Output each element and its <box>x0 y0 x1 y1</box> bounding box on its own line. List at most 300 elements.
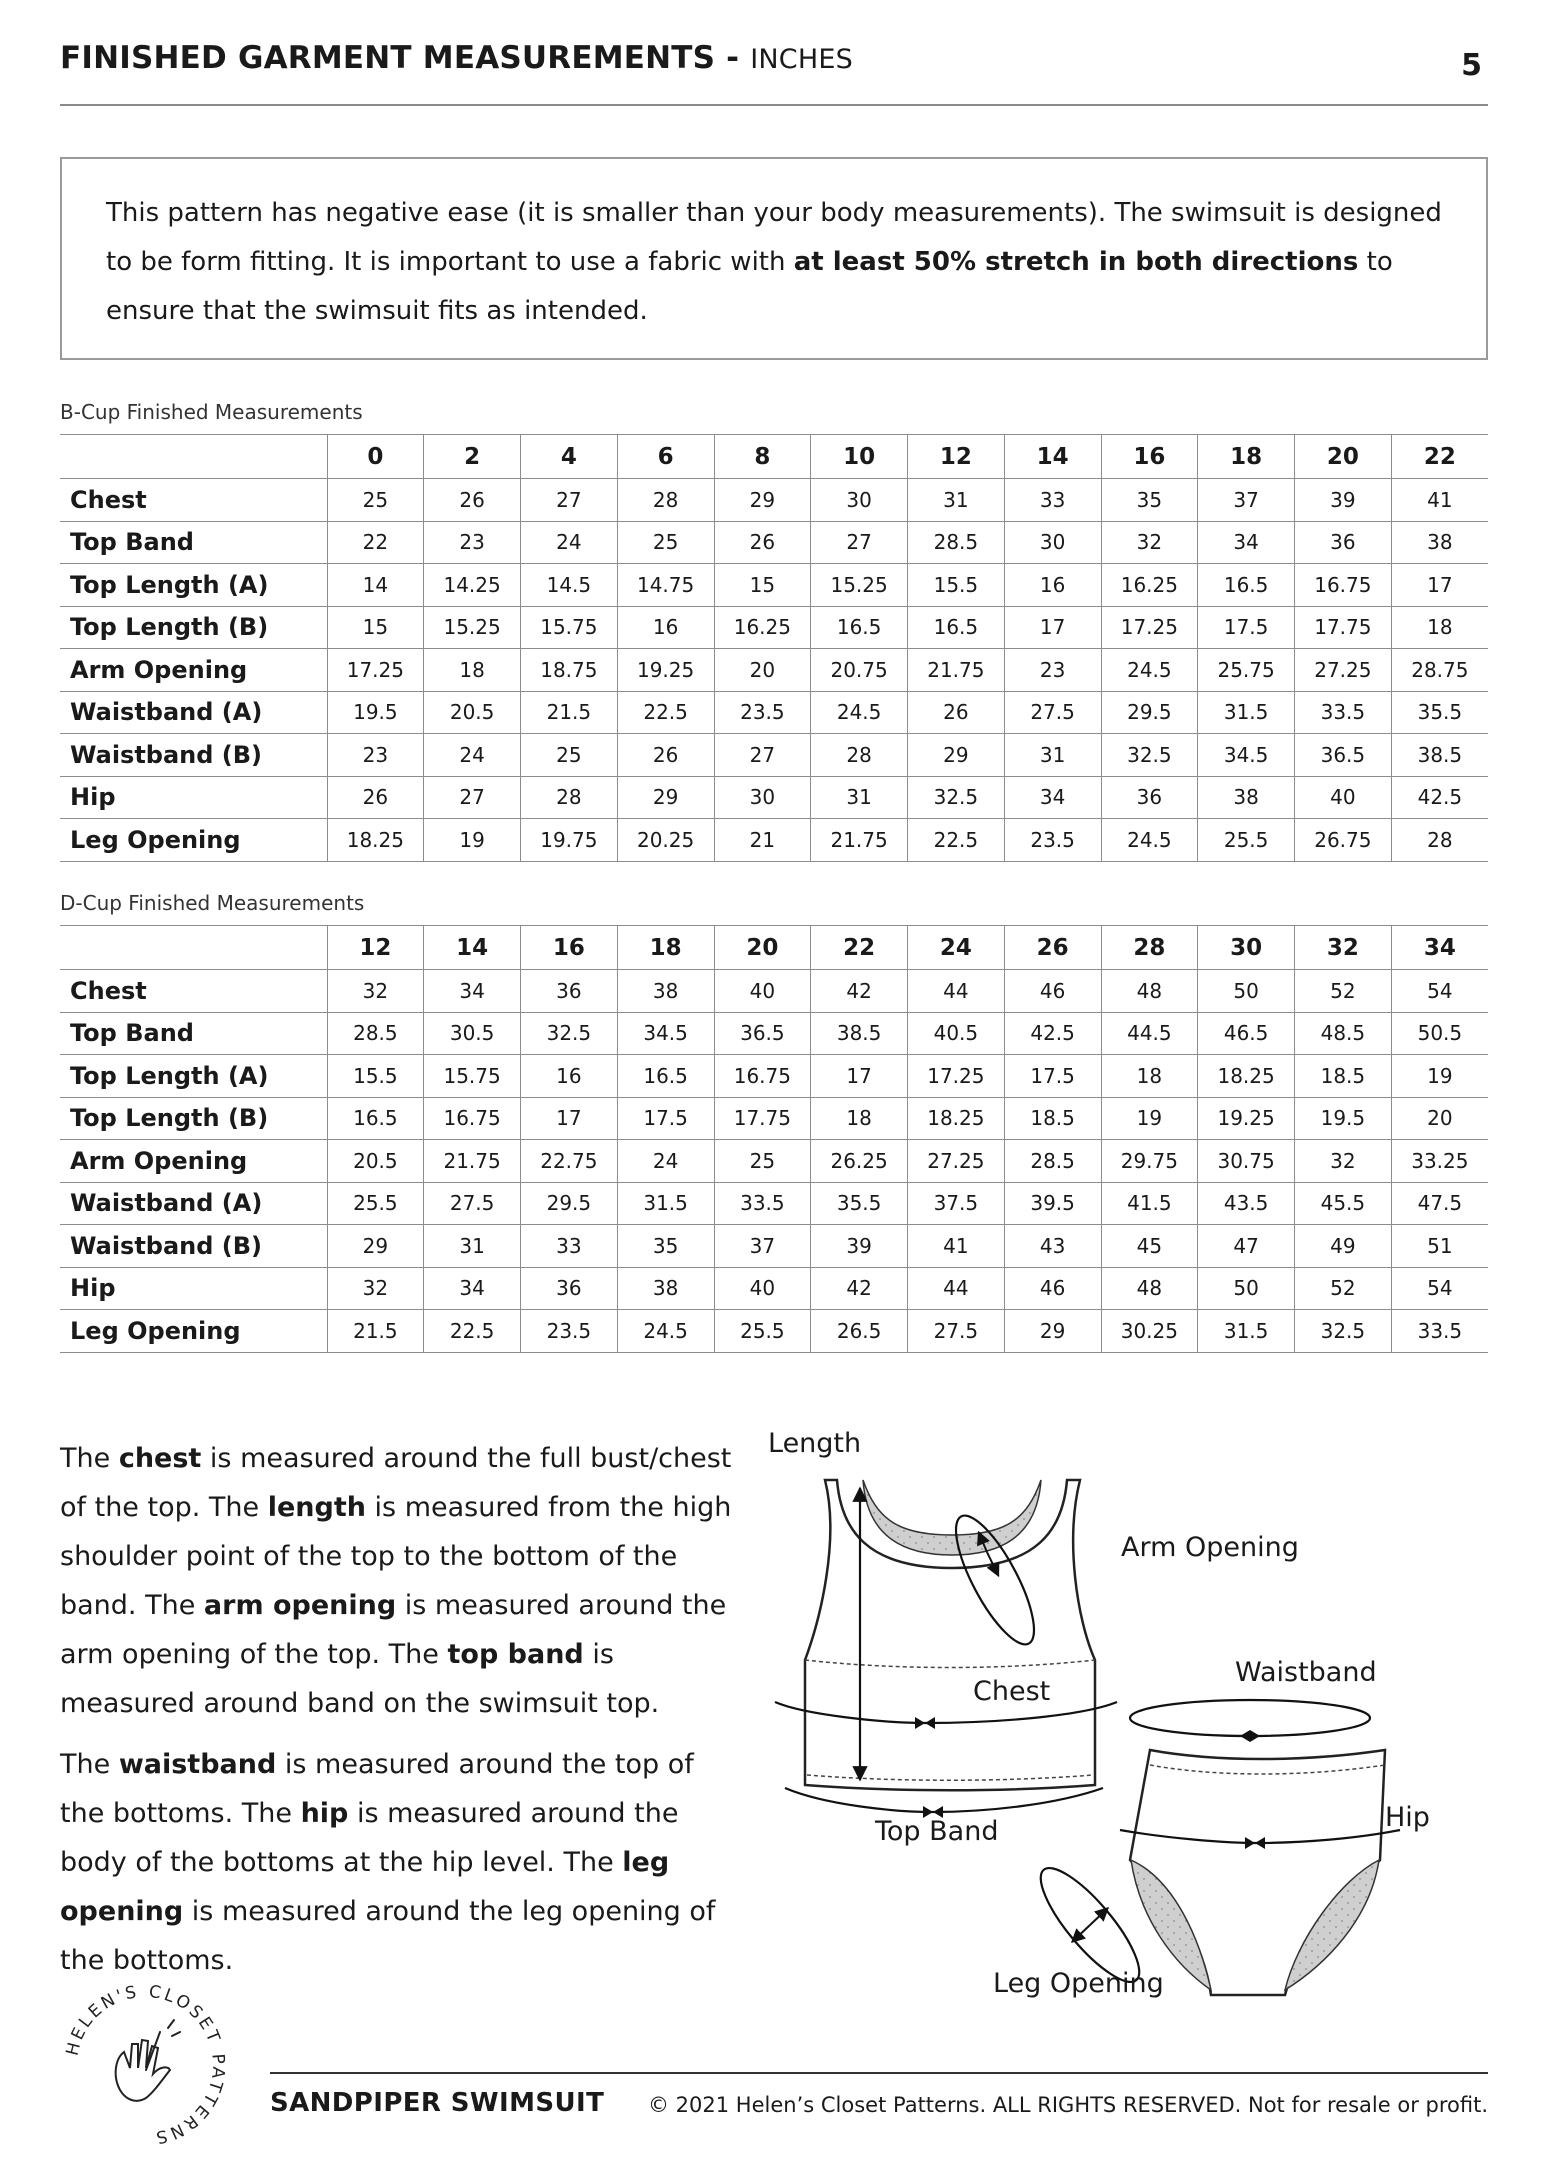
measurement-cell: 26 <box>617 734 714 777</box>
measurement-cell: 20.5 <box>327 1140 424 1183</box>
measurement-cell: 36 <box>521 1267 618 1310</box>
measurement-cell: 19.25 <box>617 649 714 692</box>
bold-term: length <box>267 1492 366 1523</box>
measurement-cell: 15 <box>714 564 811 607</box>
size-header-cell: 22 <box>1391 435 1488 479</box>
measurement-cell: 26 <box>424 479 521 522</box>
row-label: Chest <box>60 970 327 1013</box>
measurement-cell: 20.25 <box>617 819 714 862</box>
measurement-cell: 18.5 <box>1004 1097 1101 1140</box>
measurement-cell: 19.75 <box>521 819 618 862</box>
measurement-cell: 30 <box>1004 521 1101 564</box>
table-row <box>60 1140 1488 1183</box>
measurement-cell: 17.5 <box>1198 606 1295 649</box>
d-cup-caption: D-Cup Finished Measurements <box>60 891 365 915</box>
size-header-cell: 6 <box>617 435 714 479</box>
measurement-cell: 27.5 <box>908 1310 1005 1353</box>
garment-diagram <box>745 1420 1505 2020</box>
measurement-cell: 33 <box>1004 479 1101 522</box>
measurement-cell: 41 <box>1391 479 1488 522</box>
measurement-cell: 43 <box>1004 1225 1101 1268</box>
row-label: Top Length (A) <box>60 1055 327 1098</box>
measurement-cell: 27 <box>811 521 908 564</box>
measurement-cell: 29 <box>908 734 1005 777</box>
measurement-cell: 18 <box>1101 1055 1198 1098</box>
measurement-cell: 23 <box>1004 649 1101 692</box>
measurement-cell: 24.5 <box>1101 819 1198 862</box>
measurement-cell: 32 <box>327 1267 424 1310</box>
measurement-cell: 30.25 <box>1101 1310 1198 1353</box>
row-label: Hip <box>60 1267 327 1310</box>
size-header-cell: 14 <box>424 926 521 970</box>
measurement-cell: 42 <box>811 1267 908 1310</box>
measurement-cell: 29 <box>617 776 714 819</box>
row-label: Top Band <box>60 521 327 564</box>
row-label: Leg Opening <box>60 819 327 862</box>
page-number: 5 <box>1461 48 1482 83</box>
measurement-cell: 26.25 <box>811 1140 908 1183</box>
row-label: Hip <box>60 776 327 819</box>
row-label: Arm Opening <box>60 1140 327 1183</box>
measurement-cell: 17.25 <box>908 1055 1005 1098</box>
measurement-cell: 28 <box>811 734 908 777</box>
measurement-description-bottoms <box>60 1740 740 1985</box>
measurement-cell: 27.25 <box>1295 649 1392 692</box>
note-text-bold: at least 50% stretch in both directions <box>793 247 1359 277</box>
measurement-cell: 18.25 <box>327 819 424 862</box>
measurement-cell: 16.5 <box>327 1097 424 1140</box>
note-text-1: This pattern has negative ease (it is smaller than your body measurements). The swimsuit is designed to be form fitting. It is important to use a fabric with <box>106 198 1442 277</box>
measurement-cell: 17.25 <box>1101 606 1198 649</box>
measurement-cell: 21.75 <box>811 819 908 862</box>
bold-term: top band <box>447 1639 584 1670</box>
size-header-cell: 2 <box>424 435 521 479</box>
measurement-cell: 35 <box>617 1225 714 1268</box>
measurement-cell: 22.5 <box>908 819 1005 862</box>
measurement-cell: 27.25 <box>908 1140 1005 1183</box>
size-header-cell: 4 <box>521 435 618 479</box>
measurement-cell: 25.75 <box>1198 649 1295 692</box>
measurement-cell: 40 <box>714 1267 811 1310</box>
measurement-cell: 39 <box>1295 479 1392 522</box>
measurement-cell: 26.5 <box>811 1310 908 1353</box>
measurement-cell: 44.5 <box>1101 1012 1198 1055</box>
description-text: is measured around the full bust/chest of the top. The <box>60 1443 732 1523</box>
row-label: Top Length (B) <box>60 606 327 649</box>
size-header-cell: 12 <box>908 435 1005 479</box>
measurement-cell: 33.25 <box>1391 1140 1488 1183</box>
measurement-cell: 17.25 <box>327 649 424 692</box>
measurement-cell: 16.5 <box>617 1055 714 1098</box>
measurement-cell: 25 <box>521 734 618 777</box>
label-waistband: Waistband <box>1235 1657 1377 1688</box>
hand-icon <box>116 2020 180 2101</box>
size-header-cell: 14 <box>1004 435 1101 479</box>
measurement-cell: 17 <box>521 1097 618 1140</box>
label-length: Length <box>768 1428 862 1459</box>
row-label: Waistband (B) <box>60 734 327 777</box>
size-header-cell: 20 <box>714 926 811 970</box>
measurement-cell: 32.5 <box>908 776 1005 819</box>
measurement-cell: 16.75 <box>714 1055 811 1098</box>
measurement-cell: 15 <box>327 606 424 649</box>
measurement-cell: 14.75 <box>617 564 714 607</box>
note-text-2: to ensure that the swimsuit fits as intended. <box>106 247 1393 326</box>
table-row <box>60 521 1488 564</box>
measurement-cell: 28 <box>521 776 618 819</box>
measurement-cell: 18 <box>424 649 521 692</box>
measurement-cell: 29.5 <box>1101 691 1198 734</box>
diagram-drawing <box>745 1420 1505 2020</box>
measurement-cell: 34.5 <box>1198 734 1295 777</box>
measurement-cell: 36 <box>1295 521 1392 564</box>
table-row <box>60 564 1488 607</box>
b-cup-caption: B-Cup Finished Measurements <box>60 400 363 424</box>
row-label: Top Length (B) <box>60 1097 327 1140</box>
measurement-cell: 28 <box>617 479 714 522</box>
size-header-cell: 12 <box>327 926 424 970</box>
measurement-cell: 30.75 <box>1198 1140 1295 1183</box>
size-header-cell: 32 <box>1295 926 1392 970</box>
row-label: Arm Opening <box>60 649 327 692</box>
measurement-cell: 29 <box>1004 1310 1101 1353</box>
measurement-cell: 18.25 <box>1198 1055 1295 1098</box>
row-label: Chest <box>60 479 327 522</box>
size-header-cell: 30 <box>1198 926 1295 970</box>
measurement-cell: 23.5 <box>521 1310 618 1353</box>
size-header-cell: 8 <box>714 435 811 479</box>
logo-ring-text: HELEN'S CLOSET PATTERNS <box>62 1981 229 2148</box>
measurement-cell: 17.5 <box>1004 1055 1101 1098</box>
measurement-cell: 25.5 <box>714 1310 811 1353</box>
size-header-cell: 22 <box>811 926 908 970</box>
measurement-cell: 18 <box>811 1097 908 1140</box>
label-hip: Hip <box>1385 1802 1430 1833</box>
measurement-cell: 16.25 <box>1101 564 1198 607</box>
footer-rule <box>270 2072 1488 2074</box>
measurement-cell: 29.75 <box>1101 1140 1198 1183</box>
swimsuit-top-drawing <box>775 1480 1117 1818</box>
row-label: Top Length (A) <box>60 564 327 607</box>
measurement-cell: 28.5 <box>327 1012 424 1055</box>
measurement-cell: 31.5 <box>1198 691 1295 734</box>
measurement-cell: 19.5 <box>1295 1097 1392 1140</box>
measurement-cell: 52 <box>1295 1267 1392 1310</box>
table-row <box>60 691 1488 734</box>
measurement-cell: 32 <box>1101 521 1198 564</box>
measurement-cell: 49 <box>1295 1225 1392 1268</box>
measurement-cell: 24 <box>617 1140 714 1183</box>
measurement-cell: 15.75 <box>424 1055 521 1098</box>
description-text: The <box>60 1749 119 1780</box>
measurement-cell: 16.75 <box>1295 564 1392 607</box>
measurement-cell: 16 <box>1004 564 1101 607</box>
bold-term: arm opening <box>203 1590 397 1621</box>
measurement-cell: 14.5 <box>521 564 618 607</box>
size-header-cell: 26 <box>1004 926 1101 970</box>
size-header-cell: 20 <box>1295 435 1392 479</box>
measurement-cell: 33.5 <box>1391 1310 1488 1353</box>
size-header-row <box>60 435 1488 479</box>
measurement-cell: 16.5 <box>1198 564 1295 607</box>
measurement-cell: 25.5 <box>327 1182 424 1225</box>
label-arm-opening: Arm Opening <box>1121 1532 1299 1563</box>
label-chest: Chest <box>973 1676 1051 1707</box>
measurement-description-top <box>60 1434 740 1728</box>
b-cup-table <box>60 434 1488 862</box>
measurement-cell: 34 <box>424 970 521 1013</box>
measurement-cell: 31.5 <box>1198 1310 1295 1353</box>
size-header-cell: 16 <box>521 926 618 970</box>
measurement-cell: 46.5 <box>1198 1012 1295 1055</box>
measurement-cell: 31 <box>424 1225 521 1268</box>
measurement-cell: 23.5 <box>714 691 811 734</box>
size-header-cell: 24 <box>908 926 1005 970</box>
measurement-cell: 17.5 <box>617 1097 714 1140</box>
measurement-cell: 29 <box>714 479 811 522</box>
measurement-cell: 32.5 <box>1101 734 1198 777</box>
footer-pattern-name: SANDPIPER SWIMSUIT <box>270 2088 605 2118</box>
measurement-cell: 27.5 <box>424 1182 521 1225</box>
measurement-cell: 44 <box>908 970 1005 1013</box>
title-unit: INCHES <box>750 44 853 75</box>
measurement-cell: 19.5 <box>327 691 424 734</box>
measurement-cell: 20.75 <box>811 649 908 692</box>
measurement-cell: 16.25 <box>714 606 811 649</box>
measurement-cell: 47.5 <box>1391 1182 1488 1225</box>
measurement-cell: 16.5 <box>908 606 1005 649</box>
size-header-row <box>60 926 1488 970</box>
measurement-cell: 31 <box>908 479 1005 522</box>
measurement-cell: 35 <box>1101 479 1198 522</box>
measurement-cell: 33.5 <box>714 1182 811 1225</box>
measurement-cell: 15.5 <box>327 1055 424 1098</box>
measurement-cell: 23 <box>424 521 521 564</box>
measurement-cell: 25 <box>714 1140 811 1183</box>
measurement-cell: 18.75 <box>521 649 618 692</box>
measurement-cell: 26 <box>908 691 1005 734</box>
measurement-cell: 34.5 <box>617 1012 714 1055</box>
measurement-cell: 18.25 <box>908 1097 1005 1140</box>
table-row <box>60 1097 1488 1140</box>
measurement-cell: 17 <box>811 1055 908 1098</box>
measurement-cell: 23 <box>327 734 424 777</box>
measurement-cell: 51 <box>1391 1225 1488 1268</box>
measurement-cell: 21.75 <box>424 1140 521 1183</box>
description-text: is measured from the high shoulder point of the top to the bottom of the band. The <box>60 1492 732 1621</box>
measurement-cell: 38.5 <box>1391 734 1488 777</box>
measurement-cell: 19 <box>424 819 521 862</box>
label-top-band: Top Band <box>875 1816 999 1847</box>
measurement-cell: 14 <box>327 564 424 607</box>
measurement-cell: 16 <box>617 606 714 649</box>
measurement-cell: 15.25 <box>811 564 908 607</box>
measurement-cell: 28.5 <box>1004 1140 1101 1183</box>
measurement-cell: 29.5 <box>521 1182 618 1225</box>
measurement-cell: 27 <box>424 776 521 819</box>
size-header-cell: 18 <box>617 926 714 970</box>
measurement-cell: 24.5 <box>811 691 908 734</box>
measurement-cell: 50.5 <box>1391 1012 1488 1055</box>
measurement-cell: 22.75 <box>521 1140 618 1183</box>
measurement-cell: 22.5 <box>424 1310 521 1353</box>
measurement-cell: 44 <box>908 1267 1005 1310</box>
logo-seal <box>50 1970 240 2160</box>
measurement-cell: 25.5 <box>1198 819 1295 862</box>
size-header-cell: 10 <box>811 435 908 479</box>
title-text: FINISHED GARMENT MEASUREMENTS - <box>60 40 751 76</box>
measurement-cell: 30 <box>811 479 908 522</box>
measurement-cell: 17 <box>1391 564 1488 607</box>
table-row <box>60 776 1488 819</box>
measurement-cell: 36.5 <box>1295 734 1392 777</box>
measurement-cell: 24.5 <box>617 1310 714 1353</box>
measurement-cell: 19 <box>1101 1097 1198 1140</box>
measurement-cell: 31 <box>1004 734 1101 777</box>
measurement-cell: 36 <box>521 970 618 1013</box>
bold-term: chest <box>118 1443 202 1474</box>
table-row <box>60 606 1488 649</box>
measurement-cell: 37 <box>1198 479 1295 522</box>
size-header-cell: 34 <box>1391 926 1488 970</box>
size-header-cell: 28 <box>1101 926 1198 970</box>
measurement-cell: 42 <box>811 970 908 1013</box>
bold-term: waistband <box>118 1749 277 1780</box>
measurement-cell: 24 <box>424 734 521 777</box>
measurement-cell: 17.75 <box>1295 606 1392 649</box>
measurement-cell: 40 <box>1295 776 1392 819</box>
bold-term: leg opening <box>60 1847 670 1927</box>
measurement-cell: 16.75 <box>424 1097 521 1140</box>
measurement-cell: 27 <box>521 479 618 522</box>
measurement-cell: 38 <box>1198 776 1295 819</box>
measurement-cell: 50 <box>1198 1267 1295 1310</box>
brand-logo <box>50 1970 240 2160</box>
table-row <box>60 1267 1488 1310</box>
measurement-cell: 31.5 <box>617 1182 714 1225</box>
table-row <box>60 1225 1488 1268</box>
table-row <box>60 1012 1488 1055</box>
measurement-cell: 15.75 <box>521 606 618 649</box>
description-text: The <box>60 1443 119 1474</box>
measurement-cell: 32.5 <box>1295 1310 1392 1353</box>
measurement-cell: 26 <box>327 776 424 819</box>
measurement-cell: 39.5 <box>1004 1182 1101 1225</box>
measurement-cell: 41 <box>908 1225 1005 1268</box>
measurement-cell: 43.5 <box>1198 1182 1295 1225</box>
description-text: is measured around band on the swimsuit top. <box>60 1639 660 1719</box>
measurement-cell: 40 <box>714 970 811 1013</box>
measurement-cell: 46 <box>1004 970 1101 1013</box>
measurement-cell: 33.5 <box>1295 691 1392 734</box>
measurement-cell: 32 <box>1295 1140 1392 1183</box>
measurement-cell: 21 <box>714 819 811 862</box>
measurement-cell: 54 <box>1391 970 1488 1013</box>
measurement-cell: 22.5 <box>617 691 714 734</box>
measurement-cell: 25 <box>327 479 424 522</box>
measurement-cell: 29 <box>327 1225 424 1268</box>
measurement-cell: 19 <box>1391 1055 1488 1098</box>
measurement-cell: 54 <box>1391 1267 1488 1310</box>
measurement-cell: 33 <box>521 1225 618 1268</box>
measurement-cell: 28 <box>1391 819 1488 862</box>
description-text: is measured around the leg opening of the bottoms. <box>60 1896 716 1976</box>
measurement-cell: 46 <box>1004 1267 1101 1310</box>
measurement-cell: 38.5 <box>811 1012 908 1055</box>
measurement-cell: 32 <box>327 970 424 1013</box>
measurement-cell: 18.5 <box>1295 1055 1392 1098</box>
measurement-cell: 20 <box>1391 1097 1488 1140</box>
measurement-cell: 34 <box>1198 521 1295 564</box>
measurement-cell: 38 <box>1391 521 1488 564</box>
measurement-cell: 48 <box>1101 970 1198 1013</box>
measurement-cell: 37.5 <box>908 1182 1005 1225</box>
label-leg-opening: Leg Opening <box>993 1968 1164 1999</box>
measurement-cell: 24 <box>521 521 618 564</box>
measurement-cell: 40.5 <box>908 1012 1005 1055</box>
measurement-cell: 45.5 <box>1295 1182 1392 1225</box>
measurement-cell: 23.5 <box>1004 819 1101 862</box>
measurement-cell: 14.25 <box>424 564 521 607</box>
row-label: Waistband (A) <box>60 1182 327 1225</box>
row-label: Leg Opening <box>60 1310 327 1353</box>
measurement-cell: 21.5 <box>521 691 618 734</box>
measurement-cell: 26.75 <box>1295 819 1392 862</box>
measurement-cell: 15.25 <box>424 606 521 649</box>
row-label: Waistband (B) <box>60 1225 327 1268</box>
measurement-cell: 28.5 <box>908 521 1005 564</box>
measurement-cell: 25 <box>617 521 714 564</box>
measurement-cell: 21.75 <box>908 649 1005 692</box>
measurement-cell: 27 <box>714 734 811 777</box>
measurement-cell: 50 <box>1198 970 1295 1013</box>
measurement-cell: 42.5 <box>1391 776 1488 819</box>
measurement-cell: 39 <box>811 1225 908 1268</box>
measurement-cell: 16 <box>521 1055 618 1098</box>
measurement-cell: 30.5 <box>424 1012 521 1055</box>
measurement-cell: 36.5 <box>714 1012 811 1055</box>
measurement-cell: 28.75 <box>1391 649 1488 692</box>
measurement-cell: 30 <box>714 776 811 819</box>
measurement-cell: 41.5 <box>1101 1182 1198 1225</box>
ease-note-box <box>60 157 1488 360</box>
measurement-cell: 35.5 <box>811 1182 908 1225</box>
measurement-cell: 17 <box>1004 606 1101 649</box>
measurement-cell: 42.5 <box>1004 1012 1101 1055</box>
corner-cell <box>60 435 327 479</box>
measurement-cell: 48.5 <box>1295 1012 1392 1055</box>
table-row <box>60 649 1488 692</box>
measurement-cell: 38 <box>617 970 714 1013</box>
table-row <box>60 970 1488 1013</box>
measurement-cell: 47 <box>1198 1225 1295 1268</box>
row-label: Waistband (A) <box>60 691 327 734</box>
description-text: is measured around the top of the bottoms. The <box>60 1749 694 1829</box>
measurement-cell: 48 <box>1101 1267 1198 1310</box>
measurement-cell: 15.5 <box>908 564 1005 607</box>
d-cup-table <box>60 925 1488 1353</box>
table-row <box>60 734 1488 777</box>
measurement-cell: 22 <box>327 521 424 564</box>
table-row <box>60 479 1488 522</box>
measurement-cell: 20.5 <box>424 691 521 734</box>
table-row <box>60 819 1488 862</box>
page-header <box>60 40 1488 106</box>
measurement-cell: 26 <box>714 521 811 564</box>
size-header-cell: 0 <box>327 435 424 479</box>
table-row <box>60 1310 1488 1353</box>
description-text: is measured around the arm opening of the top. The <box>60 1590 727 1670</box>
